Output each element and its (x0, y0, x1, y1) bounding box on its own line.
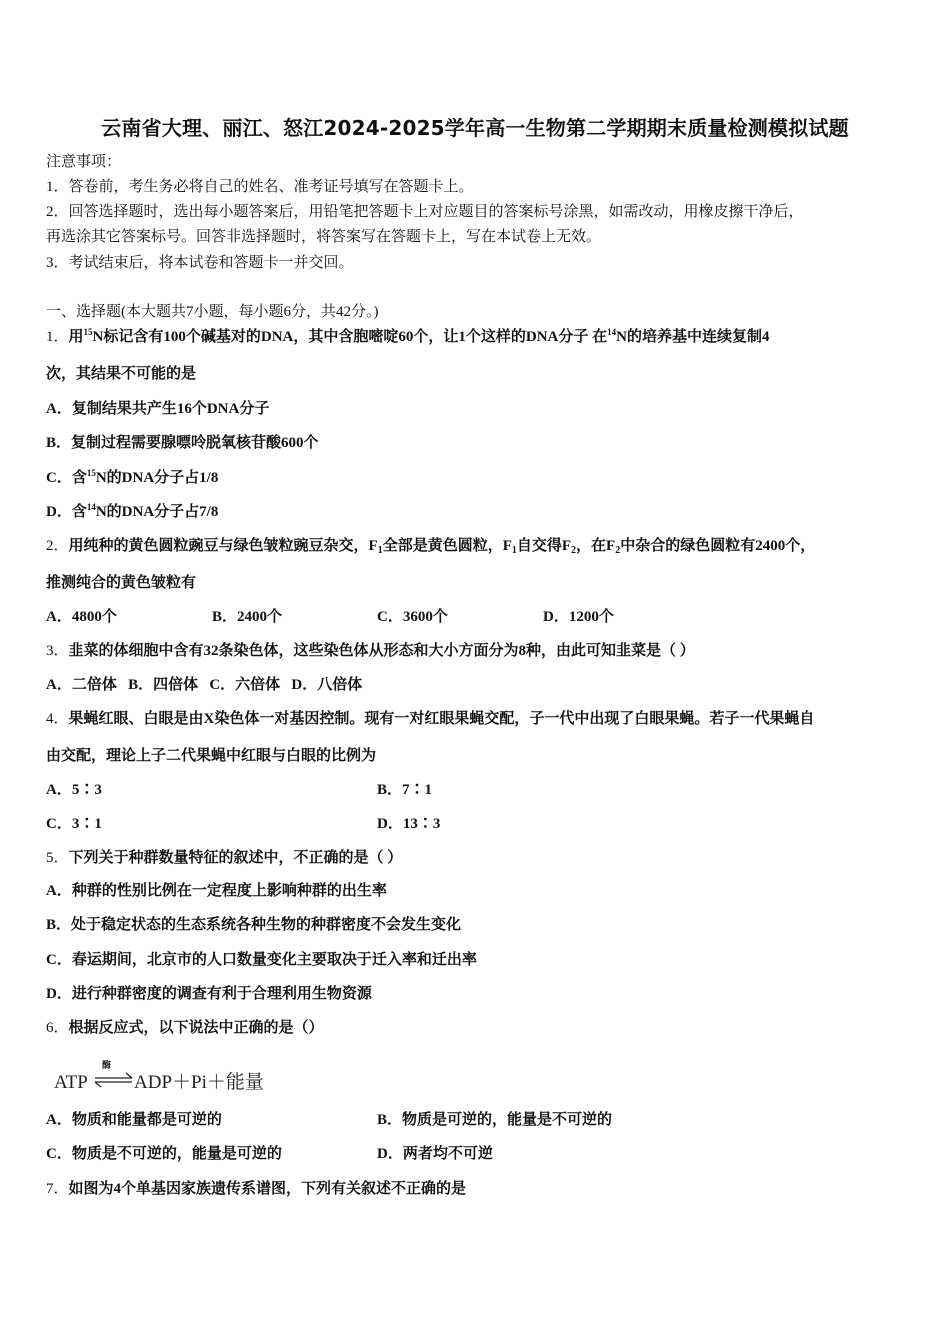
formula-enzyme: 酶 (102, 1061, 112, 1071)
q1-line-2: 次，其结果不可能的是 (46, 366, 197, 382)
q1-option-d[interactable] (46, 502, 218, 522)
q5-option-d[interactable]: D．进行种群密度的调查有利于合理利用生物资源 (46, 986, 372, 1002)
q4-option-a[interactable]: A．5∶3 (46, 782, 102, 798)
q7-text: 如图为4个单基因家族遗传系谱图，下列有关叙述不正确的是 (68, 1181, 467, 1197)
q6-option-d[interactable]: D．两者均不可逆 (377, 1146, 493, 1162)
question-1 (46, 327, 769, 347)
q1-option-d-post: N的DNA分子占7/8 (95, 504, 219, 520)
q6-option-c[interactable]: C．物质是不可逆的，能量是可逆的 (46, 1146, 282, 1162)
q2-option-c[interactable]: C．3600个 (377, 609, 448, 625)
section-heading: 一、选择题(本大题共7小题，每小题6分，共42分。) (46, 304, 379, 320)
q2-option-d[interactable]: D．1200个 (543, 609, 614, 625)
question-number: 2． (46, 538, 69, 554)
notice-heading: 注意事项： (46, 154, 122, 170)
question-4 (46, 709, 814, 729)
q2-text-b: 全部是黄色圆粒，F (382, 538, 512, 554)
notice-item-2-cont: 再选涂其它答案标号。回答非选择题时，将答案写在答题卡上，写在本试卷上无效。 (46, 229, 602, 245)
question-number: 5． (46, 850, 69, 866)
question-number: 6． (46, 1020, 69, 1036)
q2-text-a: 用纯种的黄色圆粒豌豆与绿色皱粒豌豆杂交，F (68, 538, 378, 554)
exam-title: 云南省大理、丽江、怒江2024-2025学年高一生物第二学期期末质量检测模拟试题 (101, 116, 849, 140)
q2-text-e: 中杂合的绿色圆粒有2400个， (620, 538, 816, 554)
q6-text: 根据反应式，以下说法中正确的是（） (68, 1020, 324, 1036)
question-number: 1． (46, 329, 69, 345)
q2-sub-c: 2 (571, 545, 577, 556)
q1-option-c-pre: C．含 (46, 470, 87, 486)
q6-option-b[interactable]: B．物质是可逆的，能量是不可逆的 (377, 1112, 613, 1128)
q1-option-d-pre: D．含 (46, 504, 87, 520)
q2-sub-b: 1 (511, 545, 517, 556)
q2-line-2: 推测纯合的黄色皱粒有 (46, 575, 197, 591)
q1-text-a: 用 (68, 329, 84, 345)
question-number: 7． (46, 1181, 69, 1197)
q5-option-c[interactable]: C．春运期间，北京市的人口数量变化主要取决于迁入率和迁出率 (46, 952, 477, 968)
question-6 (46, 1018, 324, 1038)
q1-option-c-post: N的DNA分子占1/8 (95, 470, 219, 486)
q2-option-b[interactable]: B．2400个 (212, 609, 283, 625)
q2-text-d: ，在F (576, 538, 616, 554)
q1-text-b: N标记含有100个碱基对的DNA，其中含胞嘧啶60个，让1个这样的DNA分子 在 (92, 329, 608, 345)
q2-text-c: 自交得F (516, 538, 572, 554)
q1-sup-a: 15 (83, 327, 93, 337)
q3-text: 韭菜的体细胞中含有32条染色体，这些染色体从形态和大小方面分为8种，由此可知韭菜是（ ） (68, 643, 695, 659)
question-3 (46, 641, 695, 661)
question-2 (46, 536, 815, 556)
q1-option-a[interactable]: A．复制结果共产生16个DNA分子 (46, 401, 270, 417)
q3-options[interactable]: A．二倍体 B．四倍体 C．六倍体 D．八倍体 (46, 677, 363, 693)
q2-sub-a: 1 (377, 545, 383, 556)
q4-option-b[interactable]: B．7∶1 (377, 782, 433, 798)
q1-option-d-sup: 14 (86, 502, 96, 512)
q4-text: 果蝇红眼、白眼是由X染色体一对基因控制。现有一对红眼果蝇交配，子一代中出现了白眼果蝇。若子一代果蝇自 (68, 711, 815, 727)
formula-left: ATP (54, 1072, 88, 1093)
notice-item-3: 3．考试结束后，将本试卷和答题卡一并交回。 (46, 255, 354, 271)
q2-option-a[interactable]: A．4800个 (46, 609, 117, 625)
q5-option-a[interactable]: A．种群的性别比例在一定程度上影响种群的出生率 (46, 883, 387, 899)
reversible-arrow-icon (95, 1073, 132, 1087)
atp-reaction-formula (52, 1058, 272, 1098)
notice-item-2: 2．回答选择题时，选出每小题答案后，用铅笔把答题卡上对应题目的答案标号涂黑，如需改动，用橡皮擦干净后， (46, 204, 804, 220)
q1-text-c: N的培养基中连续复制4 (616, 329, 770, 345)
q5-text: 下列关于种群数量特征的叙述中，不正确的是（ ） (68, 850, 403, 866)
q4-option-d[interactable]: D．13∶3 (377, 816, 441, 832)
q1-option-b[interactable]: B．复制过程需要腺嘌呤脱氧核苷酸600个 (46, 435, 319, 451)
q1-option-c-sup: 15 (86, 468, 96, 478)
question-number: 4． (46, 711, 69, 727)
q2-sub-d: 2 (615, 545, 621, 556)
question-7 (46, 1179, 466, 1199)
q6-option-a[interactable]: A．物质和能量都是可逆的 (46, 1112, 222, 1128)
q1-option-c[interactable] (46, 468, 218, 488)
q5-option-b[interactable]: B．处于稳定状态的生态系统各种生物的种群密度不会发生变化 (46, 917, 462, 933)
notice-item-1: 1．答卷前，考生务必将自己的姓名、准考证号填写在答题卡上。 (46, 179, 474, 195)
formula-right: ADP＋Pi＋能量 (134, 1072, 264, 1093)
question-number: 3． (46, 643, 69, 659)
question-5 (46, 848, 402, 868)
q4-line-2: 由交配，理论上子二代果蝇中红眼与白眼的比例为 (46, 748, 377, 764)
q1-sup-b: 14 (607, 327, 617, 337)
q4-option-c[interactable]: C．3∶1 (46, 816, 102, 832)
